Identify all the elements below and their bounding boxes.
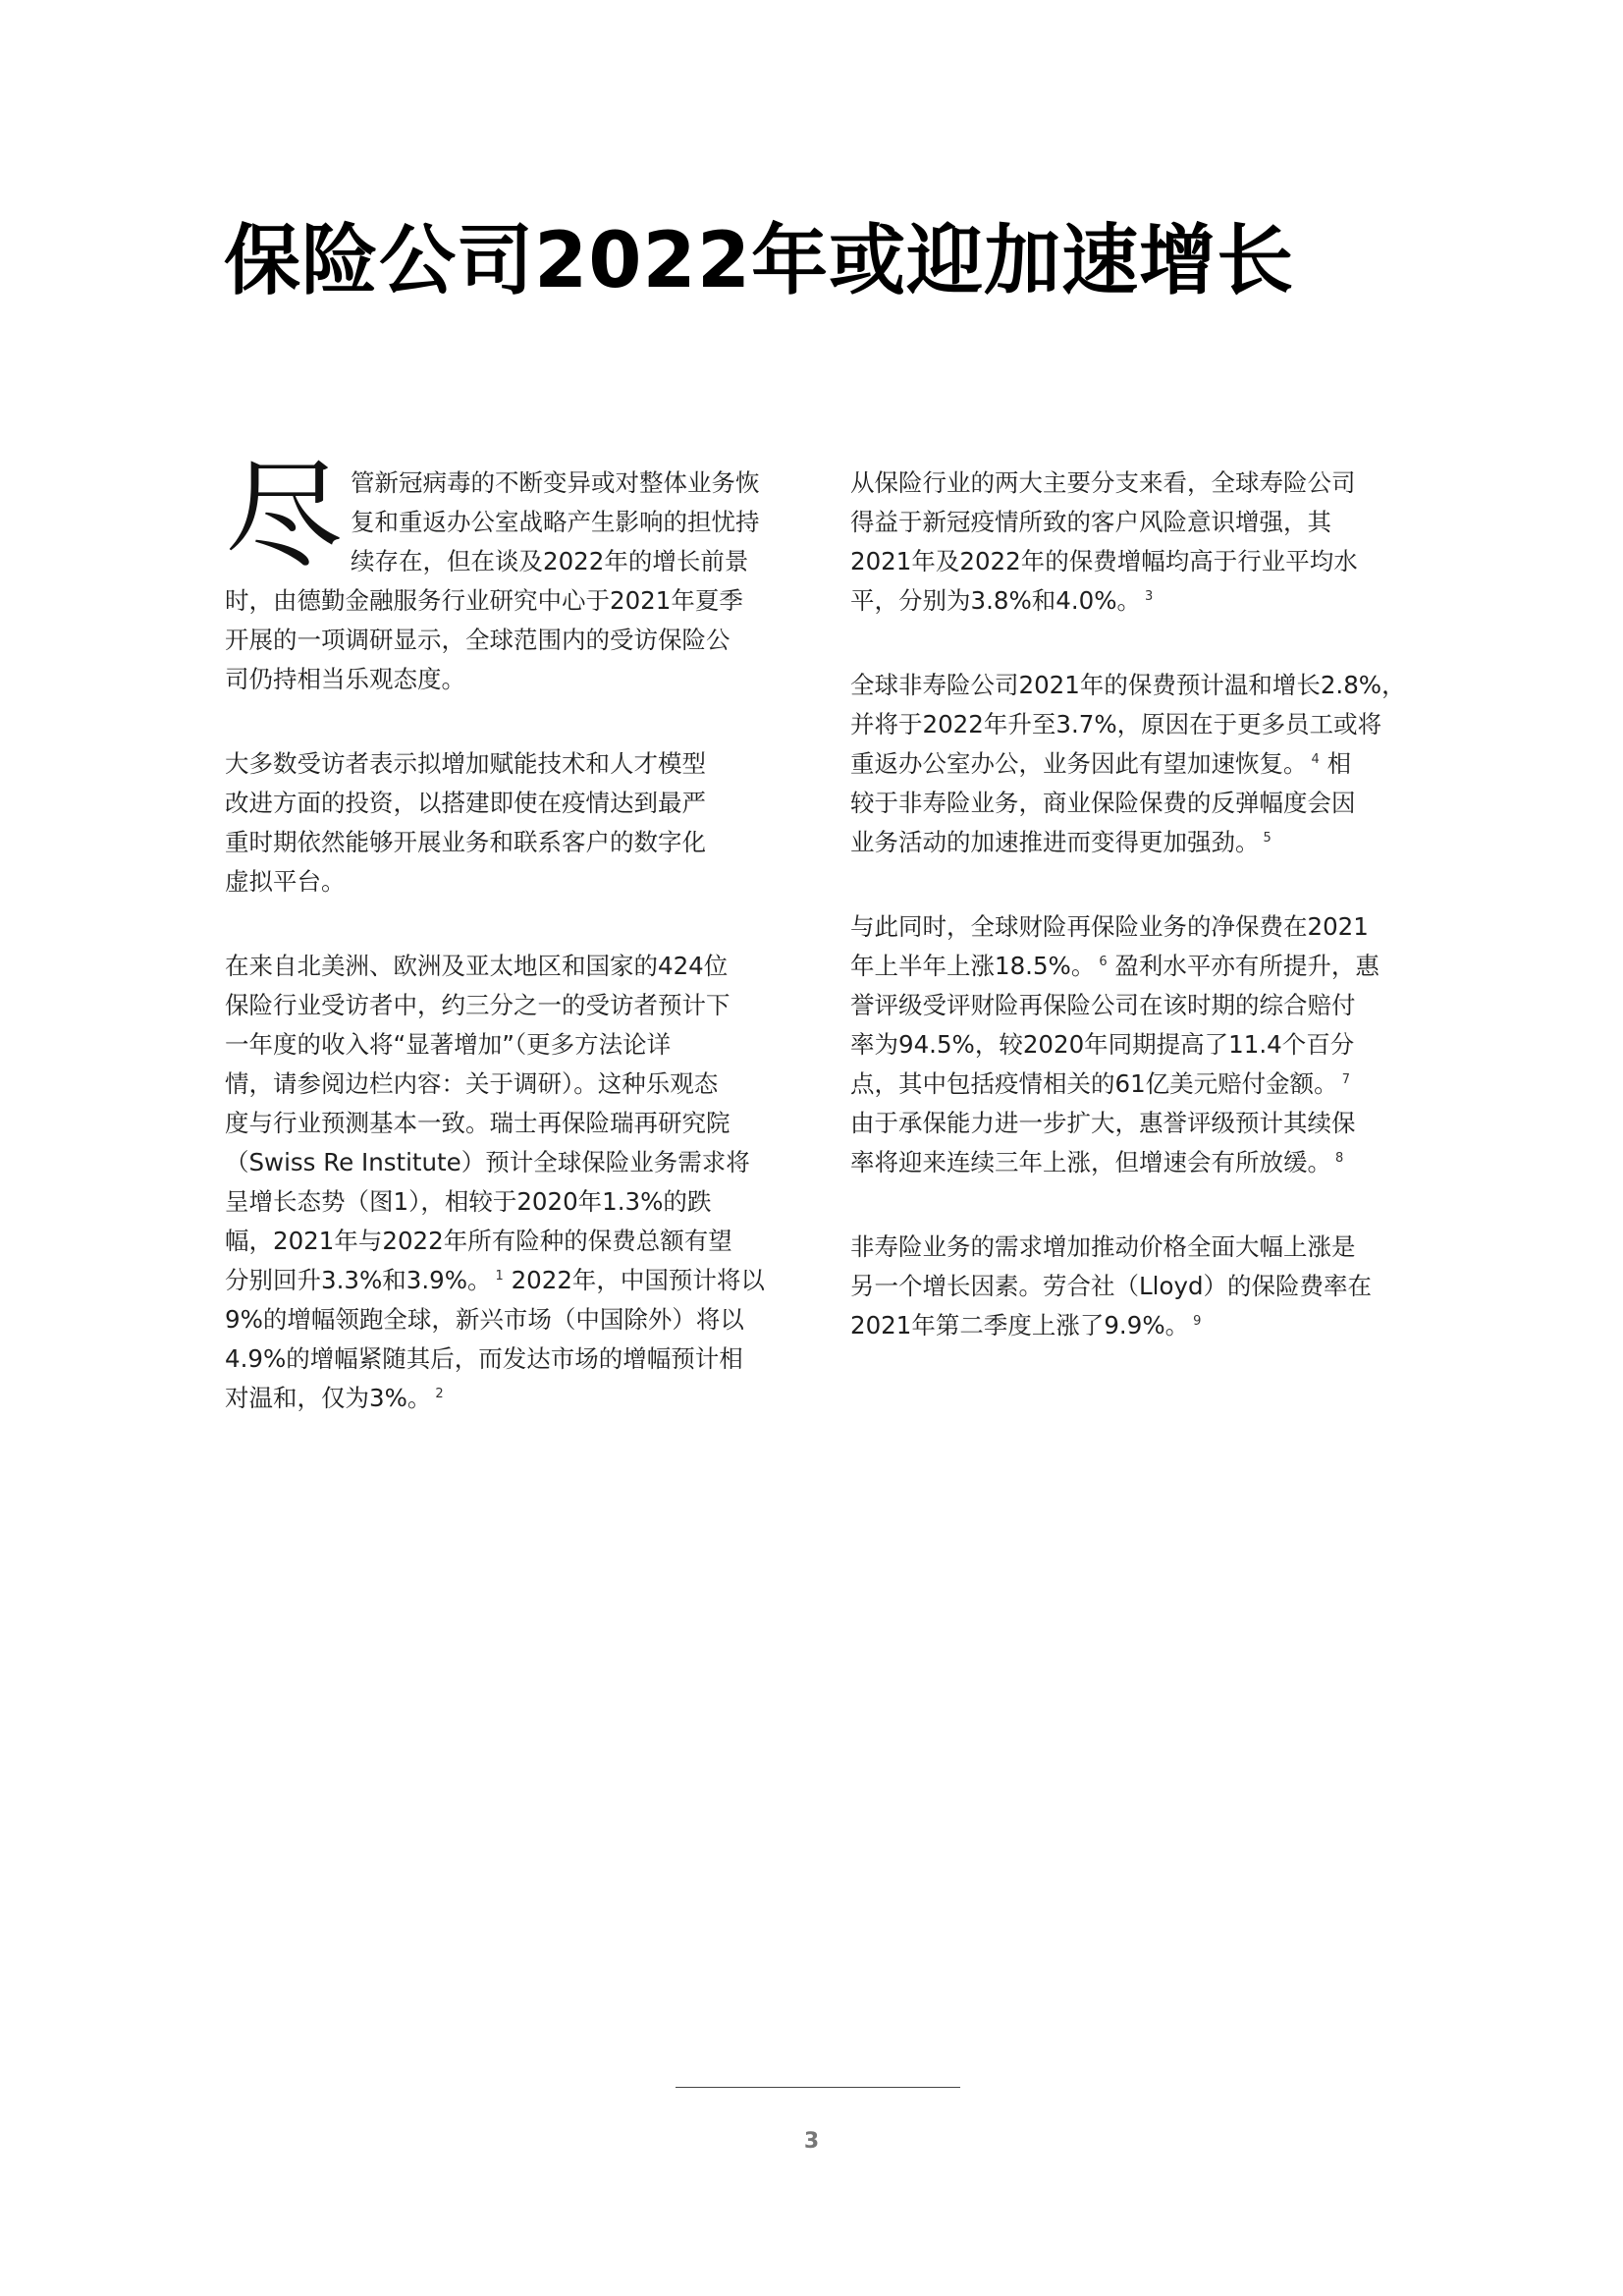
pricing-paragraph xyxy=(850,1228,1420,1345)
text-segment: 盈利水平亦有所提升，惠 xyxy=(1114,952,1380,980)
text-line: 在来自北美洲、欧洲及亚太地区和国家的424位 xyxy=(225,952,729,980)
text-segment: 平，分别为3.8%和4.0%。 xyxy=(850,586,1141,615)
text-line: 改进方面的投资，以搭建即使在疫情达到最严 xyxy=(225,789,706,817)
life-insurance-paragraph xyxy=(850,464,1420,621)
text-line xyxy=(850,1065,1420,1104)
text-line: 9%的增幅领跑全球，新兴市场（中国除外）将以 xyxy=(225,1305,744,1334)
text-line xyxy=(850,1306,1420,1345)
text-line: 复和重返办公室战略产生影响的担忧持 xyxy=(351,508,760,536)
footnote-ref[interactable]: 9 xyxy=(1193,1313,1202,1329)
text-segment: 年上半年上涨18.5%。 xyxy=(850,952,1096,980)
text-line: 大多数受访者表示拟增加赋能技术和人才模型 xyxy=(225,749,706,778)
text-segment: 点，其中包括疫情相关的61亿美元赔付金额。 xyxy=(850,1069,1338,1098)
text-segment: 对温和，仅为3%。 xyxy=(225,1384,432,1412)
text-line: 情，请参阅边栏内容：关于调研）。这种乐观态 xyxy=(225,1069,719,1098)
text-segment: 分别回升3.3%和3.9%。 xyxy=(225,1266,492,1294)
page-number: 3 xyxy=(803,2129,820,2154)
text-line xyxy=(850,581,1420,621)
text-line: 另一个增长因素。劳合社（Lloyd）的保险费率在 xyxy=(850,1272,1372,1300)
text-line: 时，由德勤金融服务行业研究中心于2021年夏季 xyxy=(225,586,743,615)
text-line: 开展的一项调研显示，全球范围内的受访保险公 xyxy=(225,626,730,654)
text-line: 一年度的收入将“显著增加”（更多方法论详 xyxy=(225,1030,672,1059)
text-line: 2021年及2022年的保费增幅均高于行业平均水 xyxy=(850,547,1358,575)
text-line: 非寿险业务的需求增加推动价格全面大幅上涨是 xyxy=(850,1232,1356,1261)
text-line xyxy=(225,1261,794,1300)
footer-divider xyxy=(676,2087,960,2088)
page-title: 保险公司2022年或迎加速增长 xyxy=(224,217,1295,305)
text-line: 较于非寿险业务，商业保险保费的反弹幅度会因 xyxy=(850,789,1356,817)
footnote-ref[interactable]: 3 xyxy=(1145,588,1154,604)
footnote-ref[interactable]: 8 xyxy=(1335,1150,1344,1166)
text-line: 得益于新冠疫情所致的客户风险意识增强，其 xyxy=(850,508,1331,536)
footnote-ref[interactable]: 6 xyxy=(1099,954,1108,969)
non-life-paragraph xyxy=(850,666,1420,862)
text-line xyxy=(225,1379,794,1418)
text-line: 誉评级受评财险再保险公司在该时期的综合赔付 xyxy=(850,991,1356,1019)
text-line xyxy=(850,744,1420,784)
text-line: 4.9%的增幅紧随其后，而发达市场的增幅预计相 xyxy=(225,1344,743,1373)
text-line: 率为94.5%，较2020年同期提高了11.4个百分 xyxy=(850,1030,1355,1059)
text-line: 司仍持相当乐观态度。 xyxy=(225,665,465,693)
footnote-ref[interactable]: 5 xyxy=(1263,830,1271,846)
text-line: 从保险行业的两大主要分支来看，全球寿险公司 xyxy=(850,468,1356,497)
text-line: 幅，2021年与2022年所有险种的保费总额有望 xyxy=(225,1227,732,1255)
footnote-ref[interactable]: 1 xyxy=(495,1268,504,1284)
footnote-ref[interactable]: 7 xyxy=(1341,1071,1350,1087)
text-segment: 2021年第二季度上涨了9.9%。 xyxy=(850,1311,1190,1339)
text-line xyxy=(850,823,1420,862)
text-line: 并将于2022年升至3.7%，原因在于更多员工或将 xyxy=(850,710,1382,738)
text-line xyxy=(850,947,1420,986)
intro-paragraph xyxy=(225,448,794,699)
text-segment: 相 xyxy=(1326,749,1352,778)
survey-paragraph xyxy=(225,947,794,1418)
text-segment: 业务活动的加速推进而变得更加强劲。 xyxy=(850,828,1260,856)
text-line: 保险行业受访者中，约三分之一的受访者预计下 xyxy=(225,991,730,1019)
text-line: 与此同时，全球财险再保险业务的净保费在2021 xyxy=(850,912,1369,941)
footnote-ref[interactable]: 2 xyxy=(435,1386,444,1401)
text-line: 度与行业预测基本一致。瑞士再保险瑞再研究院 xyxy=(225,1109,730,1137)
text-line: 管新冠病毒的不断变异或对整体业务恢 xyxy=(351,468,760,497)
text-segment: 2022年，中国预计将以 xyxy=(511,1266,765,1294)
text-line: 由于承保能力进一步扩大，惠誉评级预计其续保 xyxy=(850,1109,1356,1137)
right-column xyxy=(850,464,1420,1391)
left-column xyxy=(225,448,794,1463)
text-line: 虚拟平台。 xyxy=(225,867,346,896)
reinsurance-paragraph xyxy=(850,907,1420,1182)
text-line: 呈增长态势（图1），相较于2020年1.3%的跌 xyxy=(225,1187,712,1216)
investment-paragraph xyxy=(225,744,794,902)
text-line: 全球非寿险公司2021年的保费预计温和增长2.8%， xyxy=(850,671,1406,699)
footnote-ref[interactable]: 4 xyxy=(1311,751,1320,767)
text-line: 续存在，但在谈及2022年的增长前景 xyxy=(351,547,749,575)
text-line xyxy=(850,1143,1420,1182)
text-line: （Swiss Re Institute）预计全球保险业务需求将 xyxy=(225,1148,750,1176)
text-line: 重时期依然能够开展业务和联系客户的数字化 xyxy=(225,828,706,856)
drop-cap: 尽 xyxy=(225,448,343,584)
text-segment: 重返办公室办公，业务因此有望加速恢复。 xyxy=(850,749,1308,778)
text-segment: 率将迎来连续三年上涨，但增速会有所放缓。 xyxy=(850,1148,1331,1176)
